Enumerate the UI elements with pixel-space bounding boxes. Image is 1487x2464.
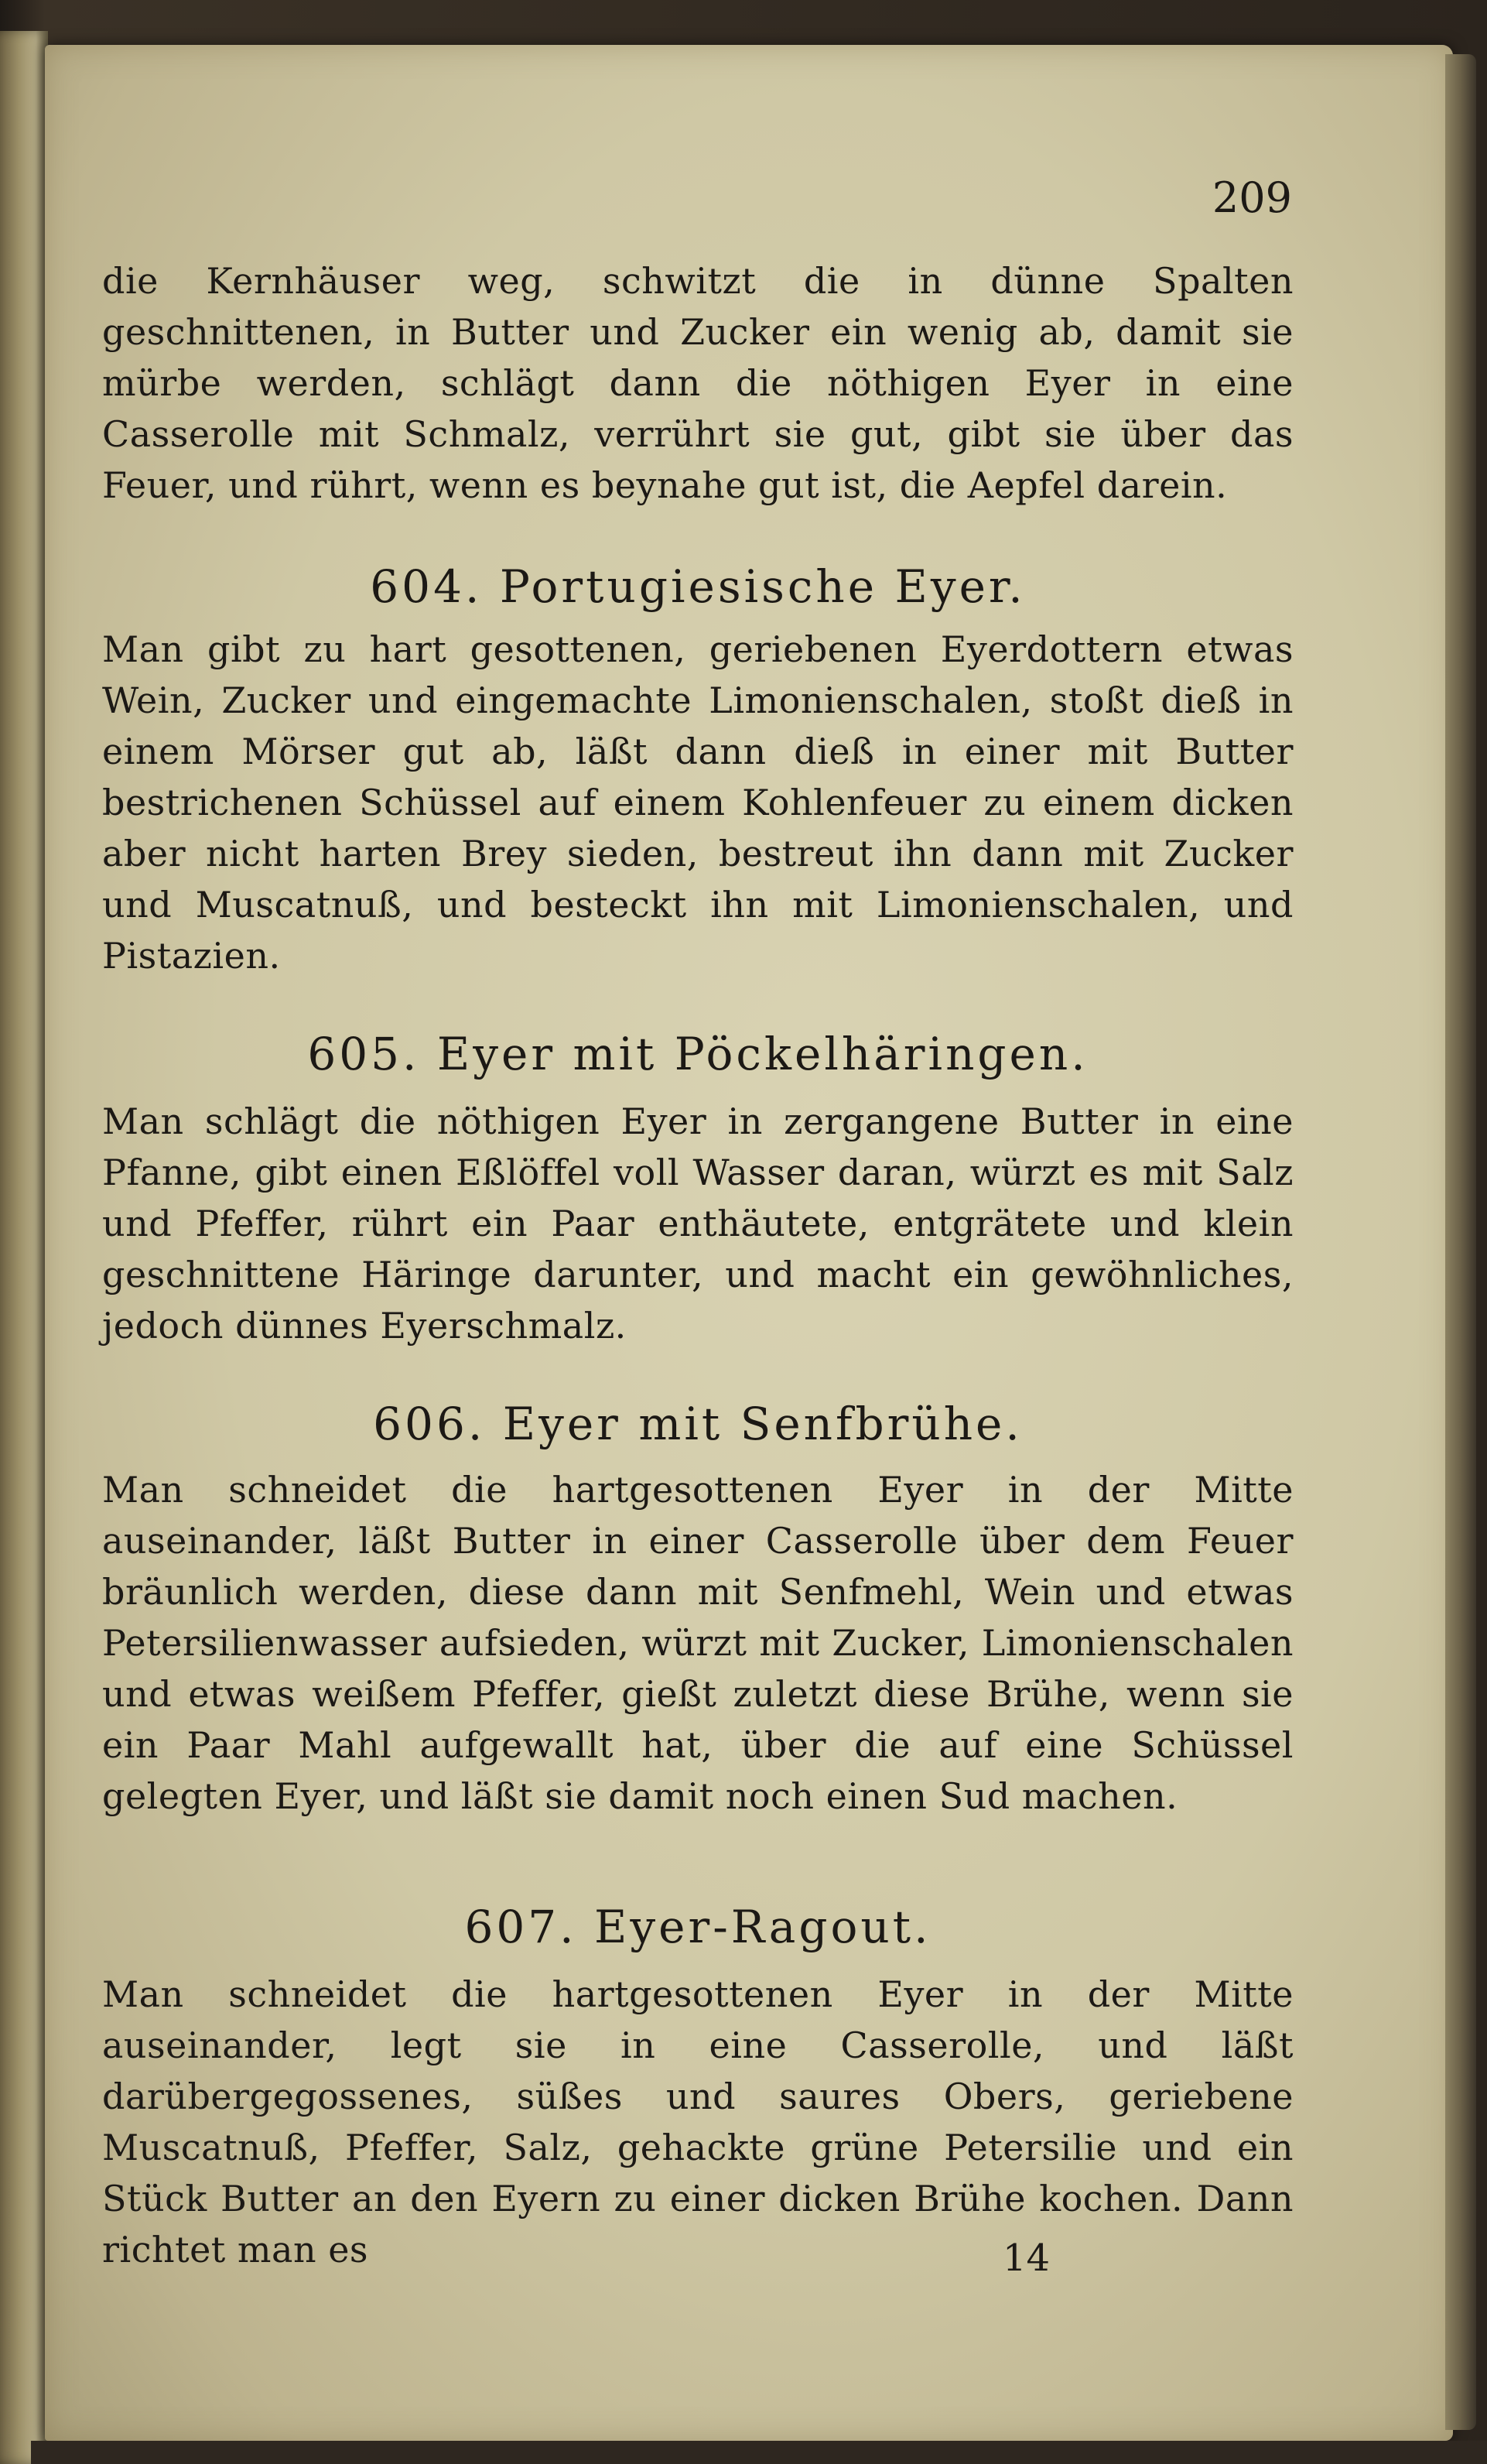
bottom-strip bbox=[31, 2441, 1487, 2464]
recipe-605-text: Man schlägt die nöthigen Eyer in zergangene Butter in eine Pfanne, gibt einen Eßlöffel voll Wasser daran, würzt es mit Salz und Pfeffer, rührt ein Paar enthäutete, entgrätete und klein geschnittene Häringe darunter, und macht ein gewöhnliches, jedoch dünnes Eyerschmalz. bbox=[102, 1100, 1294, 1347]
signature-mark: 14 bbox=[1003, 2236, 1051, 2280]
page-edge bbox=[1445, 54, 1476, 2430]
recipe-607-text: Man schneidet die hartgesottenen Eyer in der Mitte auseinander, legt sie in eine Casserolle, und läßt darübergegossenes, süßes und saures Obers, geriebene Muscatnuß, Pfeffer, Salz, gehackte grüne Petersilie und ein Stück Butter an den Eyern zu einer dicken Brühe kochen. Dann richtet man es bbox=[102, 1973, 1294, 2271]
recipe-605-title: 605. Eyer mit Pöckelhäringen. bbox=[307, 1028, 1089, 1080]
recipe-604-title: 604. Portugiesische Eyer. bbox=[370, 560, 1026, 613]
recipe-606-text: Man schneidet die hartgesottenen Eyer in der Mitte auseinander, läßt Butter in einer Casserolle über dem Feuer bräunlich werden, diese dann mit Senfmehl, Wein und etwas Petersilienwasser aufsieden, würzt mit Zucker, Limonienschalen und etwas weißem Pfeffer, gießt zuletzt diese Brühe, wenn sie ein Paar Mahl aufgewallt hat, über die auf eine Schüssel gelegten Eyer, und läßt sie damit noch einen Sud machen. bbox=[102, 1469, 1294, 1817]
recipe-606-title: 606. Eyer mit Senfbrühe. bbox=[373, 1398, 1023, 1450]
recipe-604-text: Man gibt zu hart gesottenen, geriebenen Eyerdottern etwas Wein, Zucker und eingemachte Limonienschalen, stoßt dieß in einem Mörser gut ab, läßt dann dieß in einer mit Butter bestrichenen Schüssel auf einem Kohlenfeuer zu einem dicken aber nicht harten Brey sieden, bestreut ihn dann mit Zucker und Muscatnuß, und besteckt ihn mit Limonienschalen, und Pistazien. bbox=[102, 628, 1294, 977]
book-spine bbox=[0, 31, 48, 2464]
intro-paragraph: die Kernhäuser weg, schwitzt die in dünne Spalten geschnittenen, in Butter und Zucker ein wenig ab, damit sie mürbe werden, schlägt dann die nöthigen Eyer in eine Casserolle mit Schmalz, verrührt sie gut, gibt sie über das Feuer, und rührt, wenn es beynahe gut ist, die Aepfel darein. bbox=[102, 260, 1294, 506]
recipe-607-title: 607. Eyer-Ragout. bbox=[464, 1901, 932, 1953]
page-number: 209 bbox=[1212, 173, 1292, 222]
